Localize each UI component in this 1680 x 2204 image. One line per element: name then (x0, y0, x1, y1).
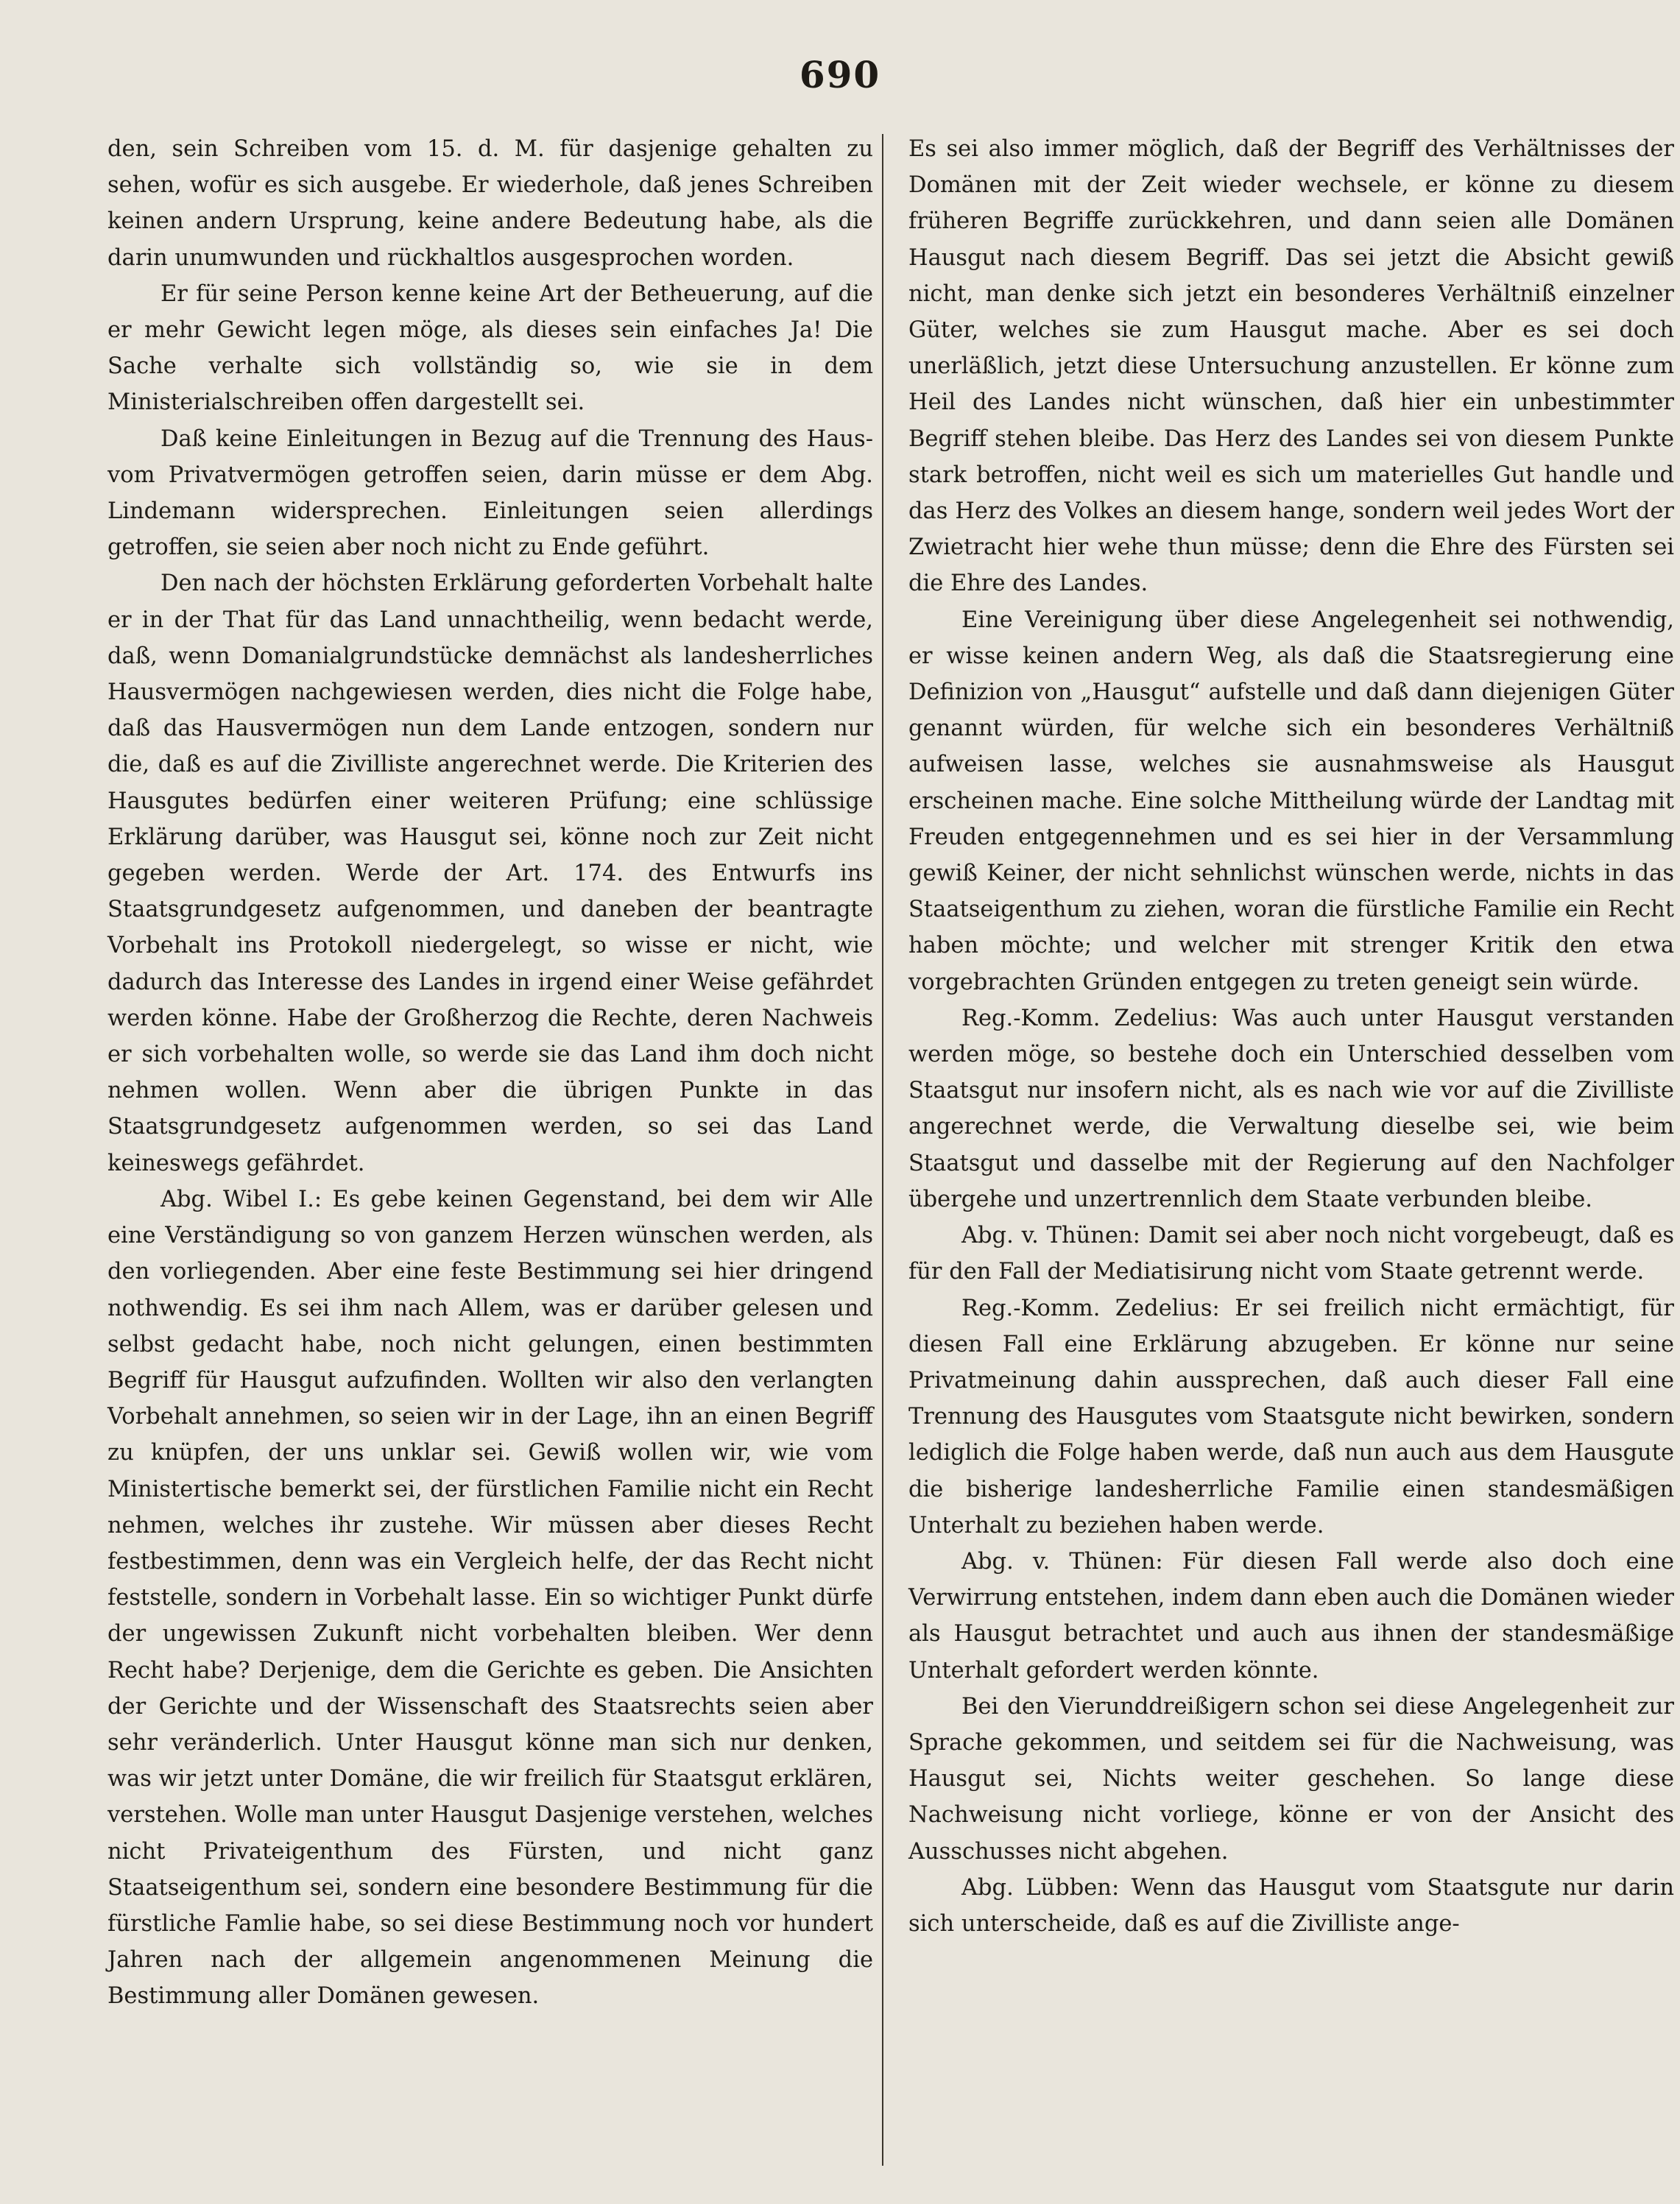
paragraph: Er für seine Person kenne keine Art der Betheuerung, auf die er mehr Gewicht legen möge, als dieses sein einfaches Ja! Die Sache verhalte sich vollständig so, wie sie in dem Ministerialschreiben offen dargestellt sei. (107, 280, 873, 416)
page-number: 690 (799, 53, 881, 96)
left-column (107, 131, 873, 2015)
paragraph: Eine Vereinigung über diese Angelegenheit sei nothwendig, er wisse keinen andern Weg, als daß die Staatsregierung eine Definizion von „Hausgut“ aufstelle und daß dann diejenigen Güter genannt würden, für welche sich ein besonderes Verhältniß aufweisen lasse, welches sie ausnahmsweise als Hausgut erscheinen mache. Eine solche Mittheilung würde der Landtag mit Freuden entgegennehmen und es sei hier in der Versammlung gewiß Keiner, der nicht sehnlichst wünschen werde, nichts in das Staatseigenthum zu ziehen, woran die fürstliche Familie ein Recht haben möchte; und welcher mit strenger Kritik den etwa vorgebrachten Gründen entgegen zu treten geneigt sein würde. (908, 607, 1674, 995)
paragraph: Reg.-Komm. Zedelius: Er sei freilich nicht ermächtigt, für diesen Fall eine Erklärung abzugeben. Er könne nur seine Privatmeinung dahin aussprechen, daß auch dieser Fall eine Trennung des Hausgutes vom Staatsgute nicht bewirken, sondern lediglich die Folge haben werde, daß nun auch aus dem Hausgute die bisherige landesherrliche Familie einen standesmäßigen Unterhalt zu beziehen haben werde. (908, 1295, 1674, 1539)
right-column (908, 131, 1674, 1942)
column-divider (882, 134, 883, 2166)
paragraph: Den nach der höchsten Erklärung geforderten Vorbehalt halte er in der That für das Land unnachtheilig, wenn bedacht werde, daß, wenn Domanialgrundstücke demnächst als landesherrliches Hausvermögen nachgewiesen werden, dies nicht die Folge habe, daß das Hausvermögen nun dem Lande entzogen, sondern nur die, daß es auf die Zivilliste angerechnet werde. Die Kriterien des Hausgutes bedürfen einer weiteren Prüfung; eine schlüssige Erklärung darüber, was Hausgut sei, könne noch zur Zeit nicht gegeben werden. Werde der Art. 174. des Entwurfs ins Staatsgrundgesetz aufgenommen, und daneben der beantragte Vorbehalt ins Protokoll niedergelegt, so wisse er nicht, wie dadurch das Interesse des Landes in irgend einer Weise gefährdet werden könne. Habe der Großherzog die Rechte, deren Nachweis er sich vorbehalten wolle, so werde sie das Land ihm doch nicht nehmen wollen. Wenn aber die übrigen Punkte in das Staatsgrundgesetz aufgenommen werden, so sei das Land keineswegs gefährdet. (107, 571, 873, 1176)
paragraph: Abg. Wibel I.: Es gebe keinen Gegenstand, bei dem wir Alle eine Verständigung so von ganzem Herzen wünschen werden, als den vorliegenden. Aber eine feste Bestimmung sei hier dringend nothwendig. Es sei ihm nach Allem, was er darüber gelesen und selbst gedacht habe, noch nicht gelungen, einen bestimmten Begriff für Hausgut aufzufinden. Wollten wir also den verlangten Vorbehalt annehmen, so seien wir in der Lage, ihn an einen Begriff zu knüpfen, der uns unklar sei. Gewiß wollen wir, wie vom Ministertische bemerkt sei, der fürstlichen Familie nicht ein Recht nehmen, welches ihr zustehe. Wir müssen aber dieses Recht festbestimmen, denn was ein Vergleich helfe, der das Recht nicht feststelle, sondern in Vorbehalt lasse. Ein so wichtiger Punkt dürfe der ungewissen Zukunft nicht vorbehalten bleiben. Wer denn Recht habe? Derjenige, dem die Gerichte es geben. Die Ansichten der Gerichte und der Wissenschaft des Staatsrechts seien aber sehr veränderlich. Unter Hausgut könne man sich nur denken, was wir jetzt unter Domäne, die wir freilich für Staatsgut erklären, verstehen. Wolle man unter Hausgut Dasjenige verstehen, welches nicht Privateigenthum des Fürsten, und nicht ganz Staatseigenthum sei, sondern eine besondere Bestimmung für die fürstliche Famlie habe, so sei diese Bestimmung noch vor hundert Jahren nach der allgemein angenommenen Meinung die Bestimmung aller Domänen gewesen. (107, 1186, 873, 2010)
paragraph: Abg. v. Thünen: Für diesen Fall werde also doch eine Verwirrung entstehen, indem dann eben auch die Domänen wieder als Hausgut betrachtet und auch aus ihnen der standesmäßige Unterhalt gefordert werden könnte. (908, 1548, 1674, 1684)
paragraph: Abg. Lübben: Wenn das Hausgut vom Staatsgute nur darin sich unterscheide, daß es auf die Zivilliste ange- (908, 1874, 1674, 1937)
paragraph: den, sein Schreiben vom 15. d. M. für dasjenige gehalten zu sehen, wofür es sich ausgebe. Er wiederhole, daß jenes Schreiben keinen andern Ursprung, keine andere Bedeutung habe, als die darin unumwunden und rückhaltlos ausgesprochen worden. (107, 136, 873, 271)
paragraph: Abg. v. Thünen: Damit sei aber noch nicht vorgebeugt, daß es für den Fall der Mediatisirung nicht vom Staate getrennt werde. (908, 1223, 1674, 1285)
paragraph: Reg.-Komm. Zedelius: Was auch unter Hausgut verstanden werden möge, so bestehe doch ein Unterschied desselben vom Staatsgut nur insofern nicht, als es nach wie vor auf die Zivilliste angerechnet werde, die Verwaltung dieselbe sei, wie beim Staatsgut und dasselbe mit der Regierung auf den Nachfolger übergehe und unzertrennlich dem Staate verbunden bleibe. (908, 1005, 1674, 1212)
paragraph: Bei den Vierunddreißigern schon sei diese Angelegenheit zur Sprache gekommen, und seitdem sei für die Nachweisung, was Hausgut sei, Nichts weiter geschehen. So lange diese Nachweisung nicht vorliege, könne er von der Ansicht des Ausschusses nicht abgehen. (908, 1693, 1674, 1865)
paragraph: Daß keine Einleitungen in Bezug auf die Trennung des Haus- vom Privatvermögen getroffen seien, darin müsse er dem Abg. Lindemann widersprechen. Einleitungen seien allerdings getroffen, sie seien aber noch nicht zu Ende geführt. (107, 425, 873, 561)
paragraph: Es sei also immer möglich, daß der Begriff des Verhältnisses der Domänen mit der Zeit wieder wechsele, er könne zu diesem früheren Begriffe zurückkehren, und dann seien alle Domänen Hausgut nach diesem Begriff. Das sei jetzt die Absicht gewiß nicht, man denke sich jetzt ein besonderes Verhältniß einzelner Güter, welches sie zum Hausgut mache. Aber es sei doch unerläßlich, jetzt diese Untersuchung anzustellen. Er könne zum Heil des Landes nicht wünschen, daß hier ein unbestimmter Begriff stehen bleibe. Das Herz des Landes sei von diesem Punkte stark betroffen, nicht weil es sich um materielles Gut handle und das Herz des Volkes an diesem hange, sondern weil jedes Wort der Zwietracht hier wehe thun müsse; denn die Ehre des Fürsten sei die Ehre des Landes. (908, 136, 1674, 597)
